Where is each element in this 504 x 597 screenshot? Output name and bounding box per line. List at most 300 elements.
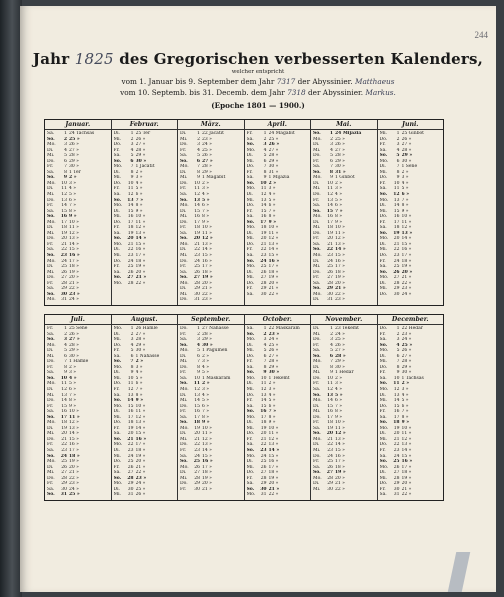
ethiopian-date: 20 » <box>69 275 79 281</box>
ethiopian-date: 26 » <box>69 142 79 148</box>
ethiopian-date: 1 Maskaram <box>202 375 231 381</box>
gregorian-day: 13 <box>193 197 200 203</box>
ethiopian-date: 12 » <box>268 436 279 442</box>
weekday: Do. <box>379 442 388 448</box>
weekday: Mi. <box>246 197 254 203</box>
weekday: So. <box>180 236 188 242</box>
ethiopian-date: 30 » <box>401 370 412 376</box>
ethiopian-date: 21 » <box>69 470 79 476</box>
ethiopian-date: 24 Mijazia <box>335 131 362 136</box>
weekday: So. <box>313 353 321 359</box>
weekday: Mo. <box>47 381 56 387</box>
gregorian-day: 9 <box>130 370 134 376</box>
gregorian-day: 6 <box>396 158 400 164</box>
weekday: Sa. <box>313 241 321 247</box>
ethiopian-date: 3 » <box>202 186 210 192</box>
gregorian-day: 18 <box>260 420 267 426</box>
gregorian-day: 1 <box>197 326 200 331</box>
weekday: Mo. <box>246 414 256 420</box>
weekday: So. <box>379 459 388 465</box>
gregorian-day: 15 <box>61 403 67 409</box>
gregorian-day: 18 <box>194 225 200 231</box>
weekday: Do. <box>180 297 188 303</box>
gregorian-day: 28 <box>260 475 267 481</box>
gregorian-day: 27 <box>61 275 67 281</box>
gregorian-day: 4 <box>64 147 67 153</box>
weekday: Sa. <box>246 214 254 220</box>
gregorian-day: 2 <box>130 136 134 142</box>
gregorian-day: 9 <box>396 370 400 376</box>
ethiopian-date: 3 » <box>135 364 143 370</box>
gregorian-day: 20 <box>393 236 400 242</box>
ethiopian-date: 4 » <box>268 192 276 198</box>
weekday: Di. <box>47 464 54 470</box>
ethiopian-date: 26 » <box>135 492 146 498</box>
correspondence-line-2: vom 10. Septemb. bis 31. Decemb. dem Jahr 7318 der Abyssinier. Markus. <box>120 88 396 97</box>
ethiopian-date: 24 » <box>135 481 146 487</box>
weekday: Sa. <box>313 425 321 431</box>
weekday: Fr. <box>246 436 253 442</box>
ethiopian-date: 23 » <box>401 286 412 292</box>
weekday: So. <box>313 208 321 214</box>
gregorian-day: 20 <box>61 236 67 242</box>
gregorian-day: 17 <box>60 414 67 420</box>
ethiopian-date: 24 Magabit <box>268 131 295 136</box>
ethiopian-date: 2 » <box>202 381 210 387</box>
gregorian-day: 14 <box>127 203 134 209</box>
gregorian-day: 21 <box>61 436 67 442</box>
weekday: So. <box>313 286 321 292</box>
weekday: Sa. <box>113 269 121 275</box>
ethiopian-date: 27 » <box>268 147 279 153</box>
gregorian-day: 6 <box>64 158 67 164</box>
library-tag <box>448 552 471 592</box>
gregorian-day: 3 <box>263 142 267 148</box>
ethiopian-date: 7 » <box>335 403 343 409</box>
ethiopian-date: 20 » <box>135 459 146 465</box>
ethiopian-date: 22 » <box>268 492 279 498</box>
ethiopian-date: 13 » <box>69 236 79 242</box>
ethiopian-date: 4 » <box>401 180 409 186</box>
ethiopian-date: 25 » <box>69 136 80 142</box>
ethiopian-date: 10 » <box>202 225 212 231</box>
weekday: Mi. <box>246 236 254 242</box>
ethiopian-date: 17 » <box>335 264 345 270</box>
weekday: So. <box>180 381 188 387</box>
weekday: Mi. <box>47 153 55 159</box>
gregorian-day: 26 <box>61 464 67 470</box>
weekday: Di. <box>313 180 320 186</box>
gregorian-day: 24 <box>327 453 333 459</box>
weekday: Di. <box>113 247 120 253</box>
ethiopian-date: 12 » <box>69 230 79 236</box>
weekday: Mi. <box>379 169 387 175</box>
weekday: So. <box>180 342 188 348</box>
ethiopian-date: 22 » <box>69 286 79 292</box>
ethiopian-date: 20 » <box>69 464 79 470</box>
ethiopian-date: 5 » <box>69 381 77 387</box>
gregorian-day: 17 <box>327 219 333 225</box>
ethiopian-date: 6 » <box>268 403 276 409</box>
ethiopian-date: 11 » <box>135 219 146 225</box>
ethiopian-date: 19 » <box>335 470 346 476</box>
weekday: So. <box>246 486 255 492</box>
ethiopian-date: 16 » <box>69 442 79 448</box>
weekday: Do. <box>246 241 255 247</box>
weekday: Do. <box>246 470 255 476</box>
gregorian-day: 6 <box>263 353 267 359</box>
ethiopian-date: 9 » <box>401 420 410 426</box>
gregorian-day: 19 <box>393 230 400 236</box>
month-column <box>245 315 312 500</box>
gregorian-day: 11 <box>260 186 267 192</box>
gregorian-day: 20 <box>61 431 67 437</box>
ethiopian-date: 12 » <box>401 225 412 231</box>
ethiopian-date: 14 » <box>135 236 147 242</box>
ethiopian-date: 10 » <box>268 425 279 431</box>
ethiopian-date: 26 » <box>135 136 146 142</box>
weekday: Mo. <box>246 337 256 343</box>
gregorian-day: 22 <box>127 247 134 253</box>
ethiopian-date: 3 » <box>268 387 276 393</box>
weekday: Di. <box>379 164 386 170</box>
ethiopian-date: 17 » <box>268 464 279 470</box>
ethiopian-date: 22 » <box>335 291 345 297</box>
weekday: Di. <box>313 258 320 264</box>
ethiopian-date: 21 » <box>202 486 212 492</box>
weekday: Sa. <box>379 375 387 381</box>
weekday: Sa. <box>113 153 121 159</box>
gregorian-day: 19 <box>127 230 134 236</box>
weekday: Mo. <box>113 364 123 370</box>
weekday: So. <box>246 180 255 186</box>
month-column <box>178 315 245 500</box>
weekday: Di. <box>379 392 386 398</box>
gregorian-day: 22 <box>194 247 200 253</box>
day-row <box>47 492 109 498</box>
gregorian-day: 23 <box>127 448 134 454</box>
gregorian-day: 9 <box>130 175 134 181</box>
gregorian-day: 20 <box>326 431 333 437</box>
weekday: Sa. <box>47 331 55 337</box>
ethiopian-date: 7 » <box>69 203 77 209</box>
ethiopian-date: 30 » <box>69 353 79 359</box>
gregorian-day: 15 <box>260 208 267 214</box>
ethiopian-date: 19 » <box>69 459 79 465</box>
ethiopian-date: 28 » <box>335 153 345 159</box>
ethiopian-date: 23 » <box>202 297 212 303</box>
ethiopian-date: 8 » <box>335 214 343 220</box>
ethiopian-date: 9 » <box>69 214 77 220</box>
weekday: So. <box>180 459 188 465</box>
weekday: Do. <box>180 142 188 148</box>
ethiopian-date: 13 » <box>202 241 212 247</box>
gregorian-day: 27 <box>326 470 333 476</box>
ethiopian-date: 4 » <box>69 186 77 192</box>
ethiopian-date: 12 » <box>202 436 212 442</box>
weekday: Di. <box>313 364 320 370</box>
ethiopian-date: 21 » <box>401 275 412 281</box>
weekday: Di. <box>313 142 320 148</box>
ethiopian-date: 11 » <box>335 425 345 431</box>
gregorian-day: 11 <box>193 381 200 387</box>
weekday: Mo. <box>113 241 123 247</box>
ethiopian-date: 15 » <box>69 436 79 442</box>
weekday: Sa. <box>180 375 188 381</box>
weekday: Di. <box>313 481 320 487</box>
ethiopian-date: 3 » <box>202 359 210 365</box>
ethiopian-date: 7 » <box>135 387 143 393</box>
weekday: Di. <box>379 280 386 286</box>
weekday: Fr. <box>180 486 187 492</box>
gregorian-day: 17 <box>194 414 200 420</box>
ethiopian-date: 21 » <box>69 280 79 286</box>
gregorian-day: 28 <box>127 280 134 286</box>
gregorian-day: 14 <box>61 398 67 404</box>
weekday: Sa. <box>113 431 121 437</box>
ethiopian-date: 1 Pagumen <box>202 348 228 354</box>
ethiopian-date: 18 » <box>202 269 212 275</box>
weekday: Di. <box>379 431 386 437</box>
gregorian-day: 30 <box>60 291 67 297</box>
ethiopian-date: 14 » <box>401 236 412 242</box>
weekday: Do. <box>313 453 321 459</box>
weekday: Fr. <box>180 331 187 337</box>
weekday: Mi. <box>313 409 321 415</box>
ethiopian-date: 16 » <box>202 459 213 465</box>
weekday: Mi. <box>113 337 121 343</box>
gregorian-day: 18 <box>193 420 200 426</box>
ethiopian-date: 5 » <box>335 392 343 398</box>
ethiopian-date: 16 » <box>135 436 147 442</box>
gregorian-day: 4 <box>396 147 400 153</box>
ethiopian-date: 4 » <box>268 392 276 398</box>
gregorian-day: 16 <box>127 409 134 415</box>
gregorian-day: 25 <box>393 459 400 465</box>
weekday: Fr. <box>47 481 54 487</box>
weekday: Fr. <box>246 247 253 253</box>
ethiopian-date: 27 » <box>335 348 345 354</box>
ethiopian-date: 28 » <box>268 153 279 159</box>
gregorian-day: 10 <box>260 375 267 381</box>
gregorian-day: 6 <box>196 158 200 164</box>
weekday: So. <box>313 470 321 476</box>
weekday: Di. <box>379 203 386 209</box>
gregorian-day: 18 <box>61 420 67 426</box>
ethiopian-date: 27 » <box>69 337 80 343</box>
ethiopian-date: 7 » <box>135 197 144 203</box>
ethiopian-date: 18 » <box>335 269 345 275</box>
weekday: Fr. <box>246 475 253 481</box>
ethiopian-date: 5 » <box>69 192 77 198</box>
ethiopian-date: 30 » <box>135 158 147 164</box>
gregorian-day: 10 <box>393 180 400 186</box>
gregorian-day: 14 <box>127 398 134 404</box>
weekday: So. <box>180 197 188 203</box>
weekday: Fr. <box>379 331 386 337</box>
gregorian-day: 1 <box>197 131 200 136</box>
gregorian-day: 17 <box>61 219 67 225</box>
ethiopian-date: 16 » <box>202 258 212 264</box>
weekday: So. <box>379 420 388 426</box>
weekday: Di. <box>379 241 386 247</box>
gregorian-day: 4 <box>130 147 134 153</box>
ethiopian-date: 20 » <box>401 481 412 487</box>
gregorian-day: 19 <box>61 425 67 431</box>
weekday: Di. <box>47 186 54 192</box>
weekday: Mo. <box>246 186 256 192</box>
ethiopian-date: 13 » <box>135 420 146 426</box>
gregorian-day: 18 <box>393 225 400 231</box>
weekday: Fr. <box>47 164 54 170</box>
ethiopian-date: 18 » <box>268 269 279 275</box>
gregorian-day: 8 <box>396 169 400 175</box>
weekday: Di. <box>47 225 54 231</box>
weekday: Di. <box>246 342 253 348</box>
month-header: September. <box>178 315 244 325</box>
weekday: Mi. <box>379 475 387 481</box>
gregorian-day: 30 <box>61 486 67 492</box>
ethiopian-date: 3 » <box>335 381 343 387</box>
ethiopian-date: 21 » <box>135 464 146 470</box>
gregorian-day: 25 <box>327 459 333 465</box>
weekday: Fr. <box>246 169 253 175</box>
gregorian-day: 6 <box>130 353 134 359</box>
weekday: Di. <box>246 459 253 465</box>
weekday: Sa. <box>379 492 387 498</box>
gregorian-day: 30 <box>327 291 333 297</box>
gregorian-day: 10 <box>61 180 67 186</box>
weekday: Mi. <box>47 353 55 359</box>
weekday: So. <box>47 175 55 181</box>
gregorian-day: 31 <box>393 492 400 498</box>
ethiopian-date: 7 » <box>268 208 276 214</box>
weekday: Do. <box>379 175 388 181</box>
ethiopian-date: 23 » <box>202 136 212 142</box>
ethiopian-date: 5 » <box>401 186 409 192</box>
weekday: Sa. <box>47 208 55 214</box>
weekday: So. <box>180 158 188 164</box>
gregorian-day: 17 <box>393 219 400 225</box>
gregorian-day: 11 <box>127 186 134 192</box>
gregorian-day: 6 <box>330 158 333 164</box>
weekday: Do. <box>180 180 188 186</box>
gregorian-day: 16 <box>61 409 67 415</box>
weekday: Di. <box>113 131 120 136</box>
ethiopian-date: 20 » <box>401 269 413 275</box>
ethiopian-date: 22 » <box>401 280 412 286</box>
weekday: Di. <box>313 297 320 303</box>
gregorian-day: 29 <box>260 481 267 487</box>
weekday: Sa. <box>180 230 188 236</box>
weekday: Mi. <box>313 370 321 376</box>
gregorian-day: 31 <box>260 492 267 498</box>
ethiopian-date: 14 » <box>69 431 79 437</box>
weekday: Mo. <box>313 475 322 481</box>
weekday: Mi. <box>47 392 55 398</box>
gregorian-day: 20 <box>127 236 134 242</box>
ethiopian-date: 25 » <box>335 136 345 142</box>
ethiopian-date: 28 » <box>135 337 146 343</box>
gregorian-day: 23 <box>260 448 267 454</box>
gregorian-day: 5 <box>263 348 267 354</box>
weekday: Mo. <box>379 348 389 354</box>
gregorian-day: 4 <box>330 342 333 348</box>
weekday: Mo. <box>246 225 256 231</box>
weekday: Di. <box>113 409 120 415</box>
ethiopian-date: 18 » <box>69 453 80 459</box>
weekday: Do. <box>113 342 122 348</box>
ethiopian-date: 26 » <box>401 348 412 354</box>
gregorian-day: 9 <box>63 175 67 181</box>
ethiopian-date: 12 » <box>401 436 412 442</box>
gregorian-day: 19 <box>260 230 267 236</box>
gregorian-day: 11 <box>61 186 67 192</box>
ethiopian-date: 19 » <box>202 475 212 481</box>
gregorian-day: 4 <box>396 342 400 348</box>
ethiopian-date: 25 » <box>135 486 146 492</box>
gregorian-day: 29 <box>127 481 134 487</box>
month-header: October. <box>245 315 311 325</box>
gregorian-day: 27 <box>327 275 333 281</box>
gregorian-day: 28 <box>327 475 333 481</box>
gregorian-day: 5 <box>396 348 400 354</box>
gregorian-day: 16 <box>127 214 134 220</box>
page-header <box>20 50 496 110</box>
weekday: So. <box>246 142 255 148</box>
ethiopian-date: 16 » <box>268 258 280 264</box>
weekday: Fr. <box>379 370 386 376</box>
gregorian-day: 20 <box>260 431 267 437</box>
gregorian-day: 28 <box>393 475 400 481</box>
ethiopian-date: 13 » <box>268 241 279 247</box>
gregorian-day: 24 <box>194 258 200 264</box>
gregorian-day: 21 <box>127 436 134 442</box>
gregorian-day: 10 <box>127 375 134 381</box>
gregorian-day: 28 <box>260 280 267 286</box>
ethiopian-date: 26 » <box>268 348 279 354</box>
ethiopian-date: 19 » <box>202 275 213 281</box>
weekday: Sa. <box>180 453 188 459</box>
weekday: Mo. <box>379 236 389 242</box>
ethiopian-date: 23 » <box>135 475 147 481</box>
ethiopian-date: 15 » <box>335 253 345 259</box>
ethiopian-date: 15 » <box>401 241 412 247</box>
gregorian-day: 24 <box>61 258 67 264</box>
weekday: Sa. <box>180 192 188 198</box>
weekday: Mo. <box>47 342 56 348</box>
ethiopian-date: 15 » <box>69 247 79 253</box>
gregorian-day: 27 <box>393 470 400 476</box>
month-column <box>378 315 444 500</box>
gregorian-day: 7 <box>330 359 333 365</box>
ethiopian-date: 5 » <box>202 370 210 376</box>
ethiopian-date: 1 Ginbot <box>335 175 355 181</box>
gregorian-day: 14 <box>194 398 200 404</box>
ethiopian-date: 22 Jacatit <box>202 131 224 136</box>
weekday: Do. <box>180 481 188 487</box>
weekday: Di. <box>180 286 187 292</box>
ethiopian-date: 28 » <box>69 342 79 348</box>
ethiopian-date: 5 » <box>401 398 409 404</box>
ethiopian-date: 12 » <box>268 236 279 242</box>
gregorian-day: 17 <box>127 219 134 225</box>
weekday: So. <box>379 230 388 236</box>
gregorian-day: 1 <box>130 326 134 331</box>
ethiopian-date: 17 » <box>335 459 345 465</box>
gregorian-day: 24 <box>393 258 400 264</box>
weekday: Mo. <box>313 291 322 297</box>
